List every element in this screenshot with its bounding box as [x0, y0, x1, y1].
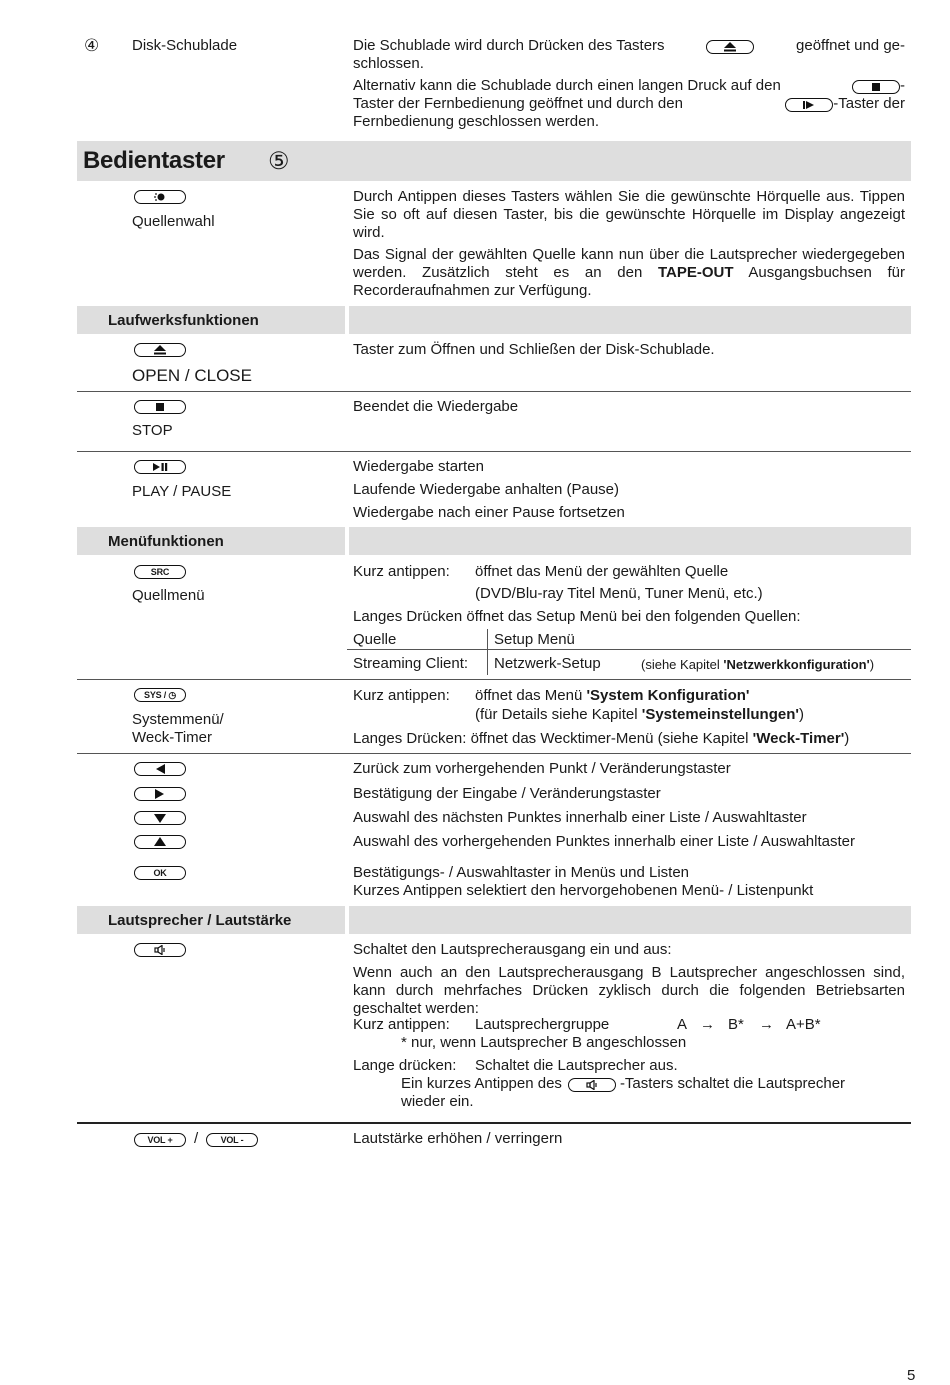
speaker-note: * nur, wenn Lautsprecher B angeschlossen [401, 1034, 687, 1051]
speaker-desc-2: Wenn auch an den Lautsprecherausgang B Lautsprecher angeschlossen sind, kann durch mehrfaches Drücken zyklisch durch die folgenden Betriebsarten geschaltet werden: [353, 964, 905, 1017]
speaker-reenable-2: wieder ein. [401, 1093, 474, 1110]
nav-right-desc: Bestätigung der Eingabe / Veränderungstaster [353, 785, 661, 802]
speaker-short-val: Lautsprechergruppe [475, 1016, 610, 1033]
disk-p2-d: -Taster der [833, 95, 905, 112]
speaker-long-val: Schaltet die Lautsprecher aus. [475, 1057, 678, 1074]
src-long: Langes Drücken öffnet das Setup Menü bei den folgenden Quellen: [353, 608, 801, 625]
table-cell-ref: (siehe Kapitel 'Netzwerkkonfiguration') [641, 657, 875, 672]
speaker-seq-b: B* [728, 1016, 744, 1033]
table-header-setup: Setup Menü [494, 631, 575, 648]
sys-timer-button[interactable] [134, 688, 186, 702]
ok-desc-2: Kurzes Antippen selektiert den hervorgehobenen Menü- / Listenpunkt [353, 882, 814, 899]
divider [77, 679, 911, 680]
table-cell-setup: Netzwerk-Setup [494, 655, 601, 672]
eject-button-icon [706, 40, 754, 54]
item-marker-4: ④ [84, 36, 100, 55]
stop-icon [155, 402, 165, 412]
speaker-seq-arrow-1: → [700, 1016, 715, 1033]
sys-short-key: Kurz antippen: [353, 687, 450, 704]
stop-button[interactable] [134, 400, 186, 414]
disk-p2-b: - [900, 77, 905, 94]
nav-up-desc: Auswahl des vorhergehenden Punktes innerhalb einer Liste / Auswahltaster [353, 833, 855, 850]
src-label: Quellmenü [132, 587, 205, 604]
speaker-seq-c: A+B* [786, 1016, 821, 1033]
source-select-button[interactable] [134, 190, 186, 204]
right-button[interactable] [134, 787, 186, 801]
disk-p2-c: Taster der Fernbedienung geöffnet und durch den [353, 95, 683, 112]
page-number: 5 [907, 1367, 916, 1384]
open-close-label: OPEN / CLOSE [132, 366, 252, 385]
eject-icon [153, 345, 167, 355]
section-marker: ⑤ [268, 148, 290, 175]
disk-p2-e: Fernbedienung geschlossen werden. [353, 113, 599, 130]
speaker-reenable: Ein kurzes Antippen des -Tasters schaltet die Lautsprecher [401, 1075, 846, 1092]
nav-left-desc: Zurück zum vorhergehenden Punkt / Veränderungstaster [353, 760, 731, 777]
arrow-up-icon [153, 837, 167, 847]
vol-minus-label: VOL - [220, 1135, 244, 1145]
source-desc-1: Durch Antippen dieses Tasters wählen Sie die gewünschte Hörquelle aus. Tippen Sie so oft auf diesen Taster, bis die gewünschte Hörquelle im Display angezeigt wird. [353, 188, 905, 241]
speaker-desc-1: Schaltet den Lautsprecherausgang ein und aus: [353, 941, 672, 958]
play-desc-1: Wiedergabe starten [353, 458, 484, 475]
section-title: Bedientaster [83, 147, 225, 174]
arrow-right-icon [153, 789, 167, 799]
play-desc-2: Laufende Wiedergabe anhalten (Pause) [353, 481, 620, 498]
src-short-key: Kurz antippen: [353, 563, 450, 580]
sys-long: Langes Drücken: öffnet das Wecktimer-Menü (siehe Kapitel 'Weck-Timer') [353, 730, 850, 747]
speaker-button[interactable] [134, 943, 186, 957]
vol-plus-button[interactable] [134, 1133, 186, 1147]
sys-short-val: öffnet das Menü 'System Konfiguration' [475, 687, 750, 704]
disk-description [353, 37, 905, 131]
source-desc-2: Das Signal der gewählten Quelle kann nun über die Lautsprecher wiedergegeben werden. Zusätzlich steht es an den TAPE-OUT Ausgangsbuchsen für Recorderaufnahmen zur Verfügung. [353, 246, 905, 299]
disk-p1-a: Die Schublade wird durch Drücken des Tasters [353, 37, 665, 54]
ok-button-label: OK [153, 868, 167, 878]
ok-desc-1: Bestätigungs- / Auswahltaster in Menüs und Listen [353, 864, 690, 881]
sys-details: (für Details siehe Kapitel 'Systemeinstellungen') [475, 706, 804, 723]
src-button-label: SRC [150, 567, 170, 577]
stop-button-icon [852, 80, 900, 94]
vol-plus-label: VOL + [147, 1135, 173, 1145]
up-button[interactable] [134, 835, 186, 849]
table-vline [487, 629, 488, 675]
play-desc-3: Wiedergabe nach einer Pause fortsetzen [353, 504, 625, 521]
sys-label-1: Systemmenü/ [132, 711, 224, 728]
src-short-val-2: (DVD/Blu-ray Titel Menü, Tuner Menü, etc.) [475, 585, 763, 602]
speaker-icon [153, 945, 167, 955]
source-icon [153, 192, 167, 202]
speaker-seq-arrow-2: → [759, 1016, 774, 1033]
sys-label-2: Weck-Timer [132, 729, 212, 746]
arrow-down-icon [153, 813, 167, 823]
speaker-seq-a: A [677, 1016, 688, 1033]
divider [77, 1122, 911, 1124]
left-button[interactable] [134, 762, 186, 776]
speaker-long-key: Lange drücken: [353, 1057, 457, 1074]
ok-button[interactable] [134, 866, 186, 880]
play-pause-button[interactable] [134, 460, 186, 474]
down-button[interactable] [134, 811, 186, 825]
source-label: Quellenwahl [132, 213, 215, 230]
nav-down-desc: Auswahl des nächsten Punktes innerhalb einer Liste / Auswahltaster [353, 809, 807, 826]
open-close-button[interactable] [134, 343, 186, 357]
disk-p1-b: geöffnet und ge- [796, 37, 905, 54]
open-close-desc: Taster zum Öffnen und Schließen der Disk-Schublade. [353, 341, 715, 358]
disk-label: Disk-Schublade [132, 37, 238, 54]
menu-header: Menüfunktionen [108, 533, 224, 550]
play-pause-label: PLAY / PAUSE [132, 483, 232, 500]
divider [77, 391, 911, 392]
vol-desc: Lautstärke erhöhen / verringern [353, 1130, 563, 1147]
speaker-header: Lautsprecher / Lautstärke [108, 912, 292, 929]
arrow-left-icon [153, 764, 167, 774]
play-button-icon [785, 98, 833, 112]
table-hline [347, 649, 911, 650]
table-cell-source: Streaming Client: [353, 655, 469, 672]
sys-button-label: SYS / ◷ [144, 690, 176, 700]
divider [77, 753, 911, 754]
divider [77, 451, 911, 452]
disk-p2-a: Alternativ kann die Schublade durch einen langen Druck auf den [353, 77, 781, 94]
laufwerk-header: Laufwerksfunktionen [108, 312, 259, 329]
vol-minus-button[interactable] [206, 1133, 258, 1147]
stop-label: STOP [132, 422, 173, 439]
disk-p1-c: schlossen. [353, 55, 424, 72]
src-button[interactable] [134, 565, 186, 579]
vol-separator: / [194, 1130, 199, 1147]
table-header-quelle: Quelle [353, 631, 397, 648]
src-short-val: öffnet das Menü der gewählten Quelle [475, 563, 729, 580]
play-pause-icon [151, 462, 169, 472]
stop-desc: Beendet die Wiedergabe [353, 398, 519, 415]
speaker-short-key: Kurz antippen: [353, 1016, 450, 1033]
setup-table [347, 629, 911, 675]
speaker-inline-icon [568, 1078, 616, 1092]
